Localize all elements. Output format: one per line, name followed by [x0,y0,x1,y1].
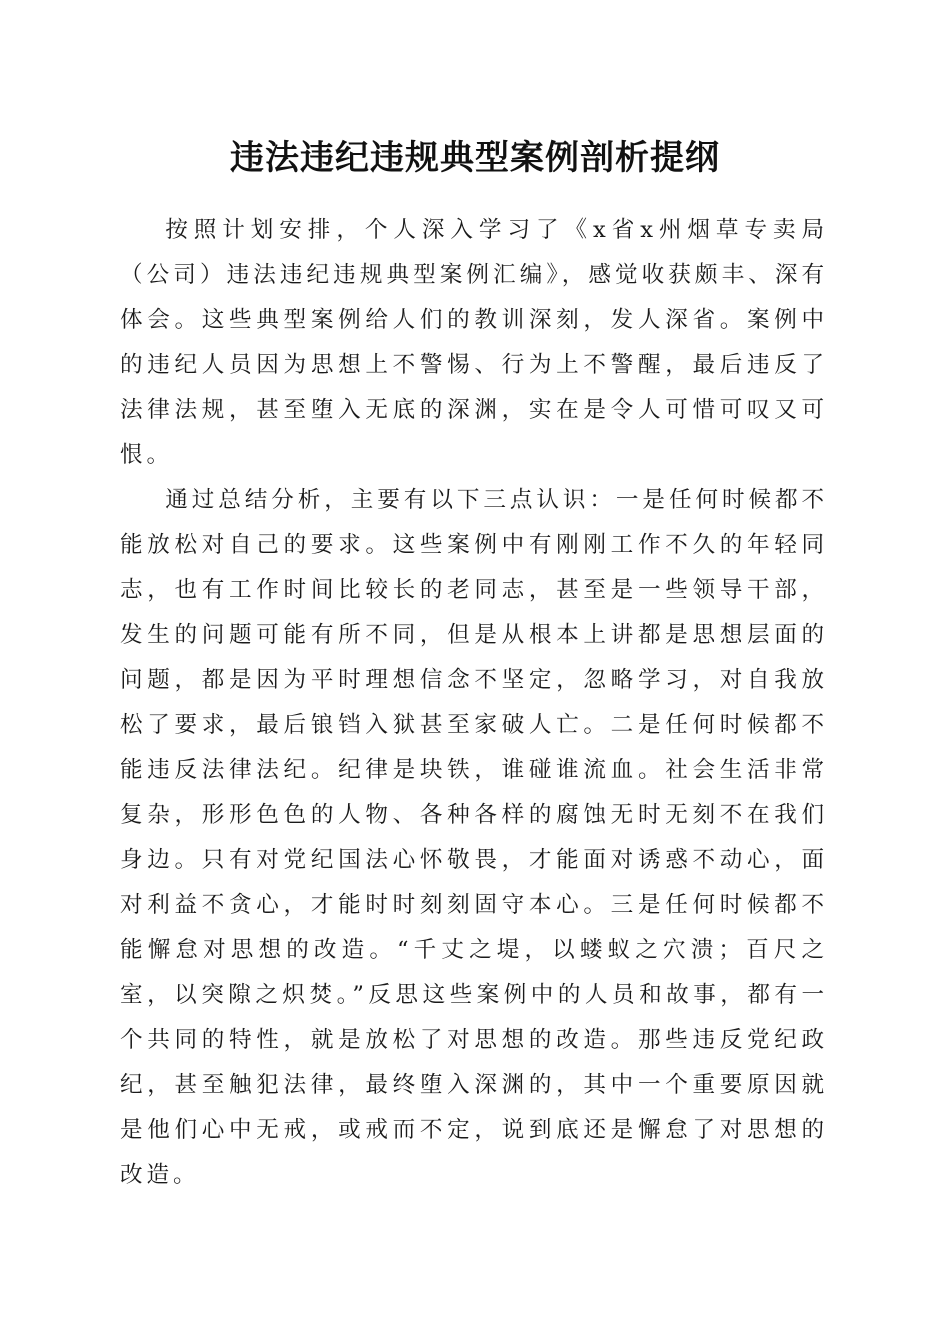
paragraph-intro: 按照计划安排，个人深入学习了《x省x州烟草专卖局（公司）违法违纪违规典型案例汇编》，感觉收获颇丰、深有体会。这些典型案例给人们的教训深刻，发人深省。案例中的违纪人员因为思想上不警惕、行为上不警醒，最后违反了法律法规，甚至堕入无底的深渊，实在是令人可惜可叹又可恨。 [120,217,828,468]
document-body [120,208,828,1198]
document-title: 违法违纪违规典型案例剖析提纲 [230,138,720,178]
paragraph-analysis: 通过总结分析，主要有以下三点认识：一是任何时候都不能放松对自己的要求。这些案例中有刚刚工作不久的年轻同志，也有工作时间比较长的老同志，甚至是一些领导干部，发生的问题可能有所不同，但是从根本上讲都是思想层面的问题，都是因为平时理想信念不坚定，忽略学习，对自我放松了要求，最后锒铛入狱甚至家破人亡。二是任何时候都不能违反法律法纪。纪律是块铁，谁碰谁流血。社会生活非常复杂，形形色色的人物、各种各样的腐蚀无时无刻不在我们身边。只有对党纪国法心怀敬畏，才能面对诱惑不动心，面对利益不贪心，才能时时刻刻固守本心。三是任何时候都不能懈怠对思想的改造。“千丈之堤，以蝼蚁之穴溃；百尺之室，以突隙之炽焚。”反思这些案例中的人员和故事，都有一个共同的特性，就是放松了对思想的改造。那些违反党纪政纪，甚至触犯法律，最终堕入深渊的，其中一个重要原因就是他们心中无戒，或戒而不定，说到底还是懈怠了对思想的改造。 [120,487,828,1188]
